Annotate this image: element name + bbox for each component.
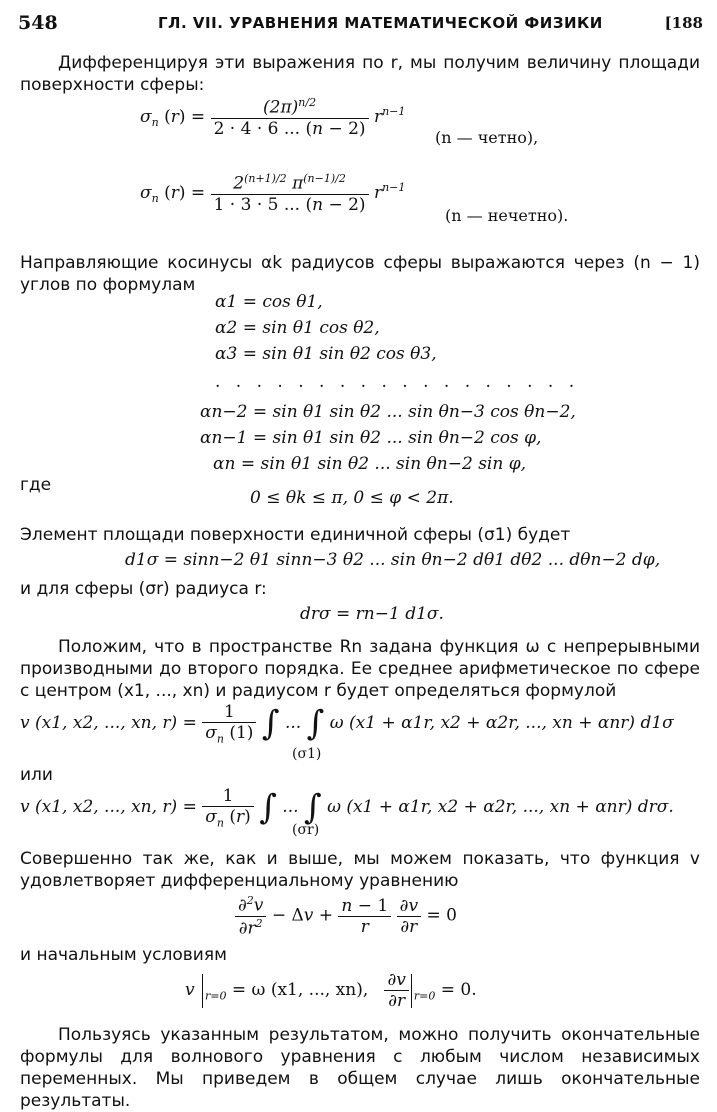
ellipsis-row: . . . . . . . . . . . . . . . . . . xyxy=(215,372,580,392)
equation-alpha-3: α3 = sin θ1 sin θ2 cos θ3, xyxy=(215,344,437,364)
equation-alpha-1: α1 = cos θ1, xyxy=(215,292,323,312)
equation-d1sigma: d1σ = sinn−2 θ1 sinn−3 θ2 ... sin θn−2 dθ1 dθ2 ... dθn−2 dφ, xyxy=(125,550,661,570)
initial-value: = ω (x1, ..., xn), xyxy=(231,980,369,1000)
equation-initial: v $_{r=0}$ = ω (x1, ..., xn), $\frac{\partial v}{\partial r}$ $_{r=0}$ = 0. xyxy=(185,970,477,1011)
equation-drsigma: drσ = rn−1 d1σ. xyxy=(300,604,444,624)
equation-mean-1: v (x1, x2, ..., xn, r) = $\frac{1}{\sigma_n (1)}$ ∫ ... ∫ ω (x1 + α1r, x2 + α2r, ..., xn + αnr) d1σ xyxy=(20,702,674,746)
paragraph-3: Элемент площади поверхности единичной сферы (σ1) будет xyxy=(20,525,571,545)
page-number: 548 xyxy=(18,12,58,34)
paragraph-8: Пользуясь указанным результатом, можно получить окончательные формулы для волнового уравнения с любым числом независимых переменных. Мы приведем в общем случае лишь окончательные результаты. xyxy=(20,1025,700,1111)
equation-alpha-n1: αn−1 = sin θ1 sin θ2 ... sin θn−2 cos φ, xyxy=(200,428,542,448)
equation-alpha-2: α2 = sin θ1 cos θ2, xyxy=(215,318,380,338)
paragraph-7: и начальным условиям xyxy=(20,945,227,965)
running-header xyxy=(18,12,703,38)
equation-alpha-n: αn = sin θ1 sin θ2 ... sin θn−2 sin φ, xyxy=(213,454,527,474)
paragraph-4: и для сферы (σr) радиуса r: xyxy=(20,579,267,599)
mean2-lhs: v (x1, x2, ..., xn, r) = xyxy=(20,797,197,818)
equation-alpha-n2: αn−2 = sin θ1 sin θ2 ... sin θn−3 cos θn−2, xyxy=(200,402,576,422)
paragraph-1: Дифференцируя эти выражения по r, мы получим величину площади поверхности сферы: xyxy=(20,53,700,95)
equation-sigma-odd: $\sigma_n$ (r) = $\frac{2^{(n+1)/2} \pi^{(n-1)/2}}{1 \cdot 3 \cdot 5 ... (n - 2)}$ $r^{n-1}$ xyxy=(140,172,406,215)
note-even: (n — четно), xyxy=(435,128,539,147)
note-odd: (n — нечетно). xyxy=(445,206,569,225)
mean2-rhs: ω (x1 + α1r, x2 + α2r, ..., xn + αnr) drσ. xyxy=(327,797,674,818)
where-label: где xyxy=(20,475,52,495)
section-number: [188 xyxy=(664,14,703,32)
equation-differential: $\frac{\partial^2v}{\partial r^2}$ − Δv + $\frac{n - 1}{r}$ $\frac{\partial v}{\partial r}$ = 0 xyxy=(235,894,457,938)
or-label: или xyxy=(20,765,53,785)
equation-sigma-even: $\sigma_n$ (r) = $\frac{(2\pi)^{n/2}}{2 \cdot 4 \cdot 6 ... (n - 2)}$ $r^{n-1}$ xyxy=(140,96,406,139)
mean-rhs: ω (x1 + α1r, x2 + α2r, ..., xn + αnr) d1σ xyxy=(329,713,674,734)
paragraph-5: Положим, что в пространстве Rn задана функция ω с непрерывными производными до второго порядка. Ее среднее арифметическое по сфере с центром (x1, ..., xn) и радиусом r будет определяться формулой xyxy=(20,637,700,701)
sigma1-label: (σ1) xyxy=(292,746,322,762)
paragraph-2: Направляющие косинусы αk радиусов сферы выражаются через (n − 1) углов по формулам xyxy=(20,253,700,295)
sigmar-label: (σr) xyxy=(292,822,320,838)
equation-mean-2: v (x1, x2, ..., xn, r) = $\frac{1}{\sigma_n (r)}$ ∫ ... ∫ ω (x1 + α1r, x2 + α2r, ..., xn + αnr) drσ. xyxy=(20,786,674,830)
chapter-title: ГЛ. VII. УРАВНЕНИЯ МАТЕМАТИЧЕСКОЙ ФИЗИКИ xyxy=(158,14,603,32)
initial-derivative: = 0. xyxy=(440,980,477,1000)
mean-lhs: v (x1, x2, ..., xn, r) = xyxy=(20,713,197,734)
equation-ranges: 0 ≤ θk ≤ π, 0 ≤ φ < 2π. xyxy=(250,488,454,508)
paragraph-6: Совершенно так же, как и выше, мы можем показать, что функция v удовлетворяет дифференциальному уравнению xyxy=(20,849,700,891)
